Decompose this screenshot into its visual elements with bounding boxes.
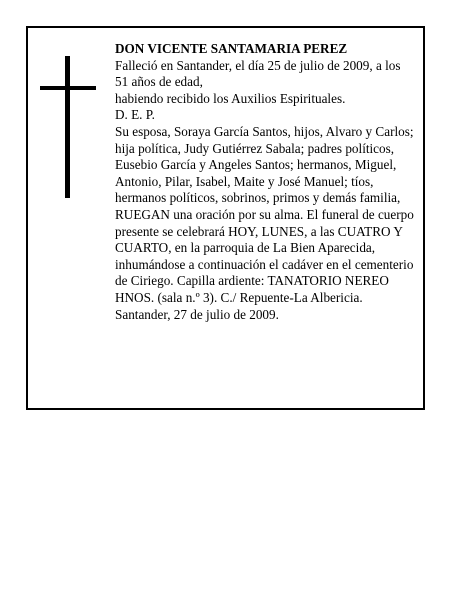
cross-horizontal-bar: [40, 86, 96, 90]
request-lead: RUEGAN: [115, 206, 170, 222]
funeral-day: HOY, LUNES: [228, 223, 305, 239]
sacraments-statement: habiendo recibido los Auxilios Espirituales.: [115, 90, 346, 106]
time-connector: , a las: [304, 223, 338, 239]
obituary-notice: [26, 26, 425, 410]
cross-vertical-bar: [65, 56, 70, 198]
deceased-name: DON VICENTE SANTAMARIA PEREZ: [115, 41, 348, 56]
funeral-home-address: (sala n.º 3). C./ Repuente-La Albericia.: [154, 289, 363, 305]
funeral-home: TANATORIO NEREO HNOS.: [115, 273, 389, 305]
obituary-text: [115, 41, 416, 323]
place-and-date: Santander, 27 de julio de 2009.: [115, 306, 279, 322]
funeral-time: CUATRO Y CUARTO: [115, 223, 403, 256]
request-text: una oración por su alma. El funeral de cuerpo presente se celebrará: [115, 206, 414, 239]
rest-in-peace: D. E. P.: [115, 107, 155, 123]
location-text: , en la parroquia de La Bien Aparecida, inhumándose a continuación el cadáver en el cementerio de Ciriego. Capilla ardiente:: [115, 240, 414, 289]
death-statement: Falleció en Santander, el día 25 de julio de 2009, a los 51 años de edad,: [115, 57, 401, 90]
family-members: Su esposa, Soraya García Santos, hijos, Alvaro y Carlos; hija política, Judy Gutiérrez Sabala; padres políticos, Eusebio García y Angeles Santos; hermanos, Miguel, Antonio, Pilar, Isabel, Maite y José Manuel; tíos, hermanos políticos, sobrinos, primos y demás familia,: [115, 123, 414, 206]
funeral-details: [115, 207, 416, 307]
christian-cross-icon: [40, 56, 96, 198]
